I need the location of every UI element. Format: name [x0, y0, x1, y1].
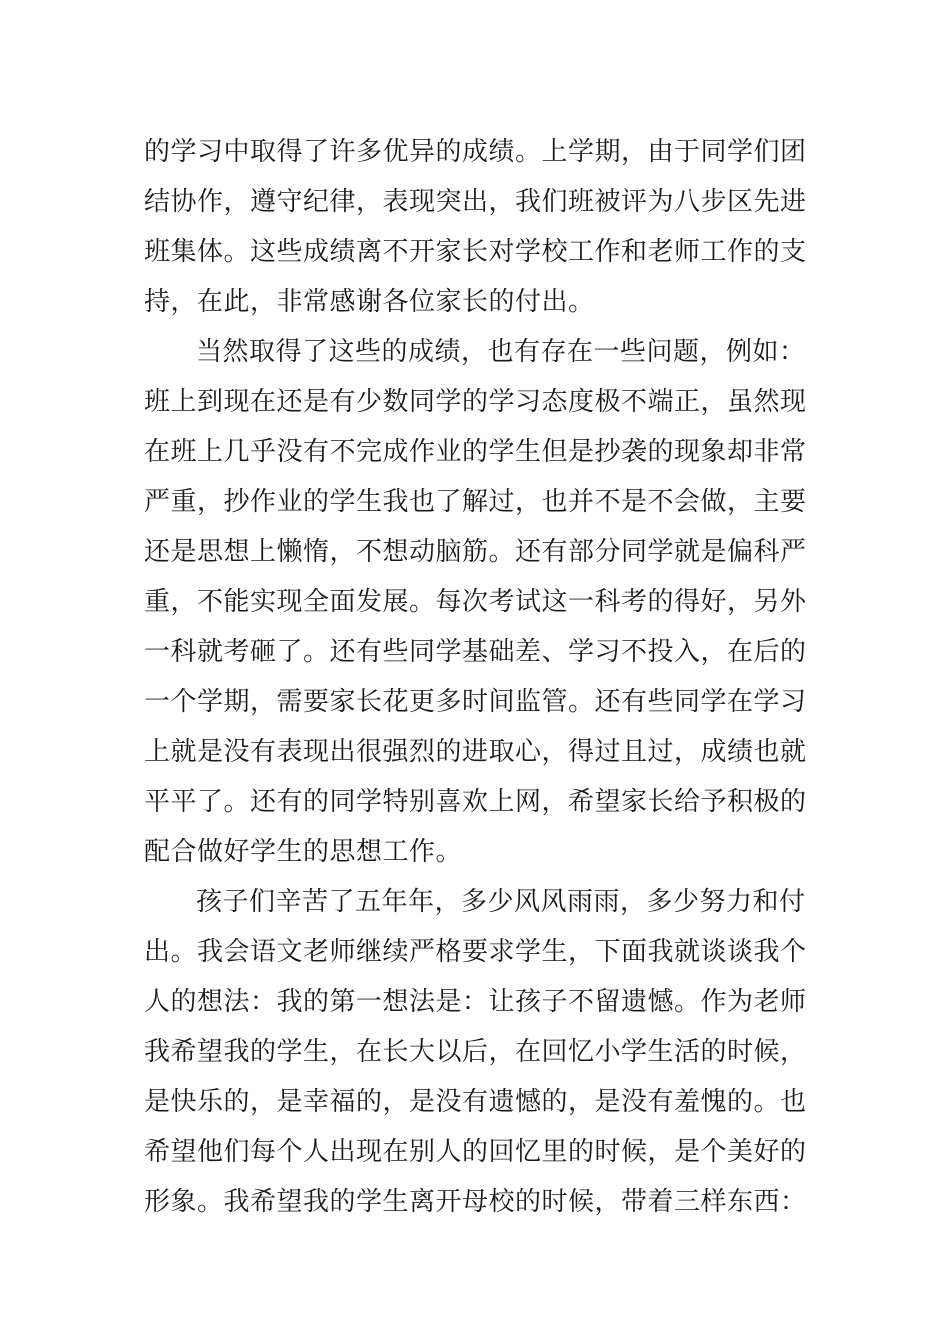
text-line: 希望他们每个人出现在别人的回忆里的时候，是个美好的 [144, 1137, 807, 1167]
text-line: 人的想法：我的第一想法是：让孩子不留遗憾。作为老师 [144, 987, 807, 1017]
text-line: 出。我会语文老师继续严格要求学生，下面我就谈谈我个 [144, 937, 807, 967]
text-line: 还是思想上懒惰，不想动脑筋。还有部分同学就是偏科严 [144, 537, 807, 567]
text-line: 持，在此，非常感谢各位家长的付出。 [144, 287, 595, 317]
text-line: 严重，抄作业的学生我也了解过，也并不是不会做，主要 [144, 487, 807, 517]
text-line: 在班上几乎没有不完成作业的学生但是抄袭的现象却非常 [144, 437, 807, 467]
text-line: 上就是没有表现出很强烈的进取心，得过且过，成绩也就 [144, 737, 807, 767]
text-line: 的学习中取得了许多优异的成绩。上学期，由于同学们团 [144, 137, 807, 167]
paragraph-first-line: 当然取得了这些的成绩，也有存在一些问题，例如： [196, 337, 806, 367]
text-line: 班集体。这些成绩离不开家长对学校工作和老师工作的支 [144, 237, 807, 267]
body-text [144, 127, 814, 1227]
text-line: 一个学期，需要家长花更多时间监管。还有些同学在学习 [144, 687, 807, 717]
paragraph-first-line: 孩子们辛苦了五年年，多少风风雨雨，多少努力和付 [196, 887, 806, 917]
text-line: 形象。我希望我的学生离开母校的时候，带着三样东西： [144, 1187, 807, 1217]
text-line: 我希望我的学生，在长大以后，在回忆小学生活的时候， [144, 1037, 807, 1067]
text-line: 结协作，遵守纪律，表现突出，我们班被评为八步区先进 [144, 187, 807, 217]
text-line: 班上到现在还是有少数同学的学习态度极不端正，虽然现 [144, 387, 807, 417]
text-line: 是快乐的，是幸福的，是没有遗憾的，是没有羞愧的。也 [144, 1087, 807, 1117]
text-line: 配合做好学生的思想工作。 [144, 837, 463, 867]
text-line: 平平了。还有的同学特别喜欢上网，希望家长给予积极的 [144, 787, 807, 817]
text-line: 重，不能实现全面发展。每次考试这一科考的得好，另外 [144, 587, 807, 617]
text-line: 一科就考砸了。还有些同学基础差、学习不投入，在后的 [144, 637, 807, 667]
